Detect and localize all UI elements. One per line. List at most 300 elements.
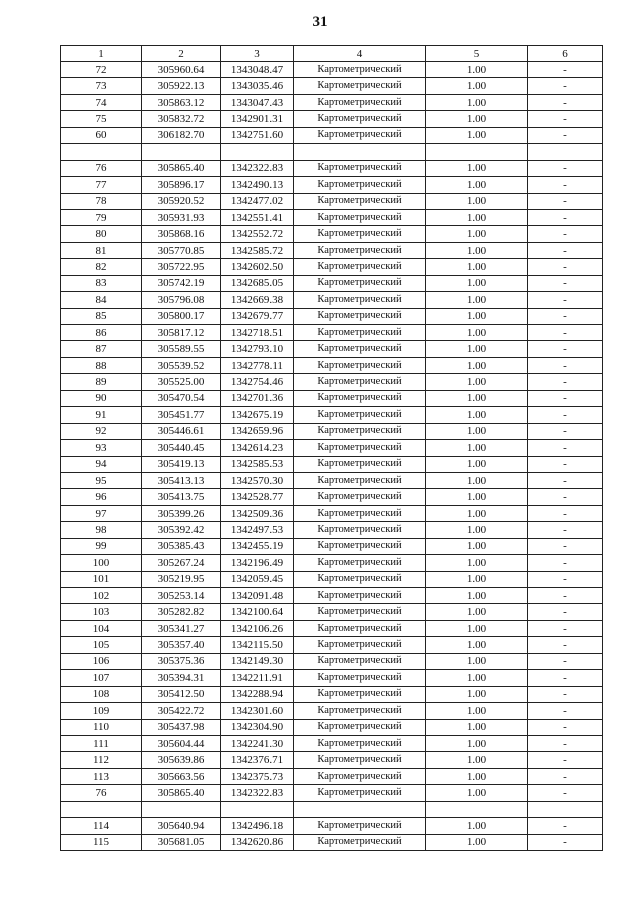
y-coordinate-cell: 1342490.13 bbox=[221, 177, 294, 193]
x-coordinate-cell: 305770.85 bbox=[142, 242, 221, 258]
y-coordinate-cell: 1342115.50 bbox=[221, 637, 294, 653]
accuracy-cell: 1.00 bbox=[426, 341, 528, 357]
point-number-cell: 98 bbox=[61, 522, 142, 538]
y-coordinate-cell: 1342496.18 bbox=[221, 818, 294, 834]
point-number-cell: 92 bbox=[61, 423, 142, 439]
note-cell: - bbox=[528, 637, 603, 653]
note-cell: - bbox=[528, 193, 603, 209]
note-cell: - bbox=[528, 94, 603, 110]
y-coordinate-cell: 1342301.60 bbox=[221, 703, 294, 719]
table-row bbox=[61, 818, 603, 834]
accuracy-cell: 1.00 bbox=[426, 160, 528, 176]
accuracy-cell: 1.00 bbox=[426, 571, 528, 587]
accuracy-cell: 1.00 bbox=[426, 440, 528, 456]
point-number-cell: 85 bbox=[61, 308, 142, 324]
note-cell: - bbox=[528, 719, 603, 735]
y-coordinate-cell: 1342322.83 bbox=[221, 160, 294, 176]
y-coordinate-cell: 1342196.49 bbox=[221, 555, 294, 571]
method-cell: Картометрический bbox=[294, 604, 426, 620]
accuracy-cell: 1.00 bbox=[426, 242, 528, 258]
table-row bbox=[61, 703, 603, 719]
point-number-cell: 80 bbox=[61, 226, 142, 242]
note-cell: - bbox=[528, 357, 603, 373]
note-cell: - bbox=[528, 752, 603, 768]
accuracy-cell: 1.00 bbox=[426, 768, 528, 784]
point-number-cell: 78 bbox=[61, 193, 142, 209]
note-cell bbox=[528, 801, 603, 817]
method-cell: Картометрический bbox=[294, 588, 426, 604]
point-number-cell bbox=[61, 144, 142, 160]
point-number-cell: 109 bbox=[61, 703, 142, 719]
point-number-cell: 106 bbox=[61, 653, 142, 669]
column-header-4: 4 bbox=[294, 46, 426, 62]
note-cell: - bbox=[528, 259, 603, 275]
x-coordinate-cell: 305604.44 bbox=[142, 735, 221, 751]
y-coordinate-cell: 1342901.31 bbox=[221, 111, 294, 127]
x-coordinate-cell: 305413.75 bbox=[142, 489, 221, 505]
method-cell: Картометрический bbox=[294, 62, 426, 78]
x-coordinate-cell: 305470.54 bbox=[142, 390, 221, 406]
x-coordinate-cell: 305440.45 bbox=[142, 440, 221, 456]
table-row bbox=[61, 177, 603, 193]
table-row bbox=[61, 489, 603, 505]
accuracy-cell: 1.00 bbox=[426, 637, 528, 653]
table-row bbox=[61, 604, 603, 620]
point-number-cell: 77 bbox=[61, 177, 142, 193]
accuracy-cell: 1.00 bbox=[426, 423, 528, 439]
table-row bbox=[61, 637, 603, 653]
y-coordinate-cell: 1342376.71 bbox=[221, 752, 294, 768]
table-row bbox=[61, 62, 603, 78]
table-row bbox=[61, 686, 603, 702]
x-coordinate-cell: 305451.77 bbox=[142, 407, 221, 423]
note-cell: - bbox=[528, 275, 603, 291]
accuracy-cell: 1.00 bbox=[426, 620, 528, 636]
table-row bbox=[61, 472, 603, 488]
table-row bbox=[61, 111, 603, 127]
x-coordinate-cell: 305722.95 bbox=[142, 259, 221, 275]
x-coordinate-cell: 305640.94 bbox=[142, 818, 221, 834]
x-coordinate-cell: 305357.40 bbox=[142, 637, 221, 653]
note-cell: - bbox=[528, 209, 603, 225]
method-cell bbox=[294, 801, 426, 817]
table-row bbox=[61, 522, 603, 538]
column-header-5: 5 bbox=[426, 46, 528, 62]
table-row bbox=[61, 834, 603, 850]
table-row bbox=[61, 555, 603, 571]
note-cell: - bbox=[528, 522, 603, 538]
method-cell: Картометрический bbox=[294, 94, 426, 110]
table-row bbox=[61, 620, 603, 636]
point-number-cell: 72 bbox=[61, 62, 142, 78]
method-cell: Картометрический bbox=[294, 768, 426, 784]
point-number-cell: 94 bbox=[61, 456, 142, 472]
note-cell bbox=[528, 144, 603, 160]
table-header-row bbox=[61, 46, 603, 62]
point-number-cell: 86 bbox=[61, 325, 142, 341]
x-coordinate-cell: 305446.61 bbox=[142, 423, 221, 439]
table-row bbox=[61, 456, 603, 472]
point-number-cell: 102 bbox=[61, 588, 142, 604]
point-number-cell: 112 bbox=[61, 752, 142, 768]
point-number-cell: 84 bbox=[61, 292, 142, 308]
method-cell: Картометрический bbox=[294, 127, 426, 143]
method-cell: Картометрический bbox=[294, 341, 426, 357]
note-cell: - bbox=[528, 703, 603, 719]
table-row bbox=[61, 785, 603, 801]
y-coordinate-cell: 1342585.72 bbox=[221, 242, 294, 258]
y-coordinate-cell: 1342551.41 bbox=[221, 209, 294, 225]
accuracy-cell: 1.00 bbox=[426, 522, 528, 538]
table-row bbox=[61, 768, 603, 784]
note-cell: - bbox=[528, 308, 603, 324]
y-coordinate-cell bbox=[221, 144, 294, 160]
y-coordinate-cell: 1342211.91 bbox=[221, 670, 294, 686]
accuracy-cell: 1.00 bbox=[426, 209, 528, 225]
method-cell: Картометрический bbox=[294, 785, 426, 801]
x-coordinate-cell: 305589.55 bbox=[142, 341, 221, 357]
method-cell: Картометрический bbox=[294, 686, 426, 702]
method-cell: Картометрический bbox=[294, 407, 426, 423]
y-coordinate-cell: 1342106.26 bbox=[221, 620, 294, 636]
column-header-1: 1 bbox=[61, 46, 142, 62]
method-cell: Картометрический bbox=[294, 325, 426, 341]
point-number-cell: 107 bbox=[61, 670, 142, 686]
y-coordinate-cell: 1342669.38 bbox=[221, 292, 294, 308]
note-cell: - bbox=[528, 571, 603, 587]
note-cell: - bbox=[528, 538, 603, 554]
method-cell: Картометрический bbox=[294, 390, 426, 406]
accuracy-cell: 1.00 bbox=[426, 193, 528, 209]
point-number-cell: 76 bbox=[61, 785, 142, 801]
note-cell: - bbox=[528, 407, 603, 423]
table-row bbox=[61, 308, 603, 324]
point-number-cell: 96 bbox=[61, 489, 142, 505]
point-number-cell: 74 bbox=[61, 94, 142, 110]
accuracy-cell: 1.00 bbox=[426, 78, 528, 94]
point-number-cell: 111 bbox=[61, 735, 142, 751]
point-number-cell: 101 bbox=[61, 571, 142, 587]
method-cell: Картометрический bbox=[294, 78, 426, 94]
accuracy-cell: 1.00 bbox=[426, 538, 528, 554]
note-cell: - bbox=[528, 604, 603, 620]
x-coordinate-cell: 305931.93 bbox=[142, 209, 221, 225]
point-number-cell: 103 bbox=[61, 604, 142, 620]
y-coordinate-cell: 1342602.50 bbox=[221, 259, 294, 275]
method-cell: Картометрический bbox=[294, 193, 426, 209]
x-coordinate-cell: 305267.24 bbox=[142, 555, 221, 571]
method-cell: Картометрический bbox=[294, 818, 426, 834]
y-coordinate-cell: 1342793.10 bbox=[221, 341, 294, 357]
table-row bbox=[61, 94, 603, 110]
accuracy-cell: 1.00 bbox=[426, 259, 528, 275]
note-cell: - bbox=[528, 177, 603, 193]
x-coordinate-cell: 305920.52 bbox=[142, 193, 221, 209]
table-row bbox=[61, 242, 603, 258]
accuracy-cell: 1.00 bbox=[426, 275, 528, 291]
point-number-cell: 73 bbox=[61, 78, 142, 94]
accuracy-cell: 1.00 bbox=[426, 374, 528, 390]
table-row bbox=[61, 588, 603, 604]
accuracy-cell: 1.00 bbox=[426, 588, 528, 604]
table-row bbox=[61, 275, 603, 291]
point-number-cell: 87 bbox=[61, 341, 142, 357]
accuracy-cell: 1.00 bbox=[426, 505, 528, 521]
y-coordinate-cell: 1342100.64 bbox=[221, 604, 294, 620]
x-coordinate-cell: 305422.72 bbox=[142, 703, 221, 719]
table-row bbox=[61, 653, 603, 669]
note-cell: - bbox=[528, 226, 603, 242]
x-coordinate-cell: 305341.27 bbox=[142, 620, 221, 636]
table-row bbox=[61, 292, 603, 308]
column-header-3: 3 bbox=[221, 46, 294, 62]
x-coordinate-cell: 305419.13 bbox=[142, 456, 221, 472]
accuracy-cell: 1.00 bbox=[426, 357, 528, 373]
x-coordinate-cell: 305639.86 bbox=[142, 752, 221, 768]
y-coordinate-cell: 1342375.73 bbox=[221, 768, 294, 784]
method-cell: Картометрический bbox=[294, 275, 426, 291]
x-coordinate-cell: 305392.42 bbox=[142, 522, 221, 538]
accuracy-cell bbox=[426, 144, 528, 160]
note-cell: - bbox=[528, 292, 603, 308]
accuracy-cell: 1.00 bbox=[426, 308, 528, 324]
point-number-cell: 82 bbox=[61, 259, 142, 275]
note-cell: - bbox=[528, 505, 603, 521]
table-row bbox=[61, 801, 603, 817]
y-coordinate-cell: 1342059.45 bbox=[221, 571, 294, 587]
method-cell: Картометрический bbox=[294, 242, 426, 258]
y-coordinate-cell: 1342304.90 bbox=[221, 719, 294, 735]
y-coordinate-cell: 1342718.51 bbox=[221, 325, 294, 341]
y-coordinate-cell: 1342679.77 bbox=[221, 308, 294, 324]
table-row bbox=[61, 341, 603, 357]
accuracy-cell: 1.00 bbox=[426, 686, 528, 702]
y-coordinate-cell: 1342509.36 bbox=[221, 505, 294, 521]
point-number-cell: 115 bbox=[61, 834, 142, 850]
method-cell: Картометрический bbox=[294, 209, 426, 225]
table-row bbox=[61, 193, 603, 209]
accuracy-cell: 1.00 bbox=[426, 604, 528, 620]
table-body bbox=[61, 62, 603, 851]
point-number-cell: 81 bbox=[61, 242, 142, 258]
x-coordinate-cell: 305865.40 bbox=[142, 160, 221, 176]
accuracy-cell: 1.00 bbox=[426, 752, 528, 768]
x-coordinate-cell: 305437.98 bbox=[142, 719, 221, 735]
x-coordinate-cell: 305681.05 bbox=[142, 834, 221, 850]
x-coordinate-cell: 305399.26 bbox=[142, 505, 221, 521]
accuracy-cell: 1.00 bbox=[426, 489, 528, 505]
accuracy-cell: 1.00 bbox=[426, 111, 528, 127]
note-cell: - bbox=[528, 670, 603, 686]
point-number-cell: 108 bbox=[61, 686, 142, 702]
point-number-cell: 110 bbox=[61, 719, 142, 735]
x-coordinate-cell: 305253.14 bbox=[142, 588, 221, 604]
y-coordinate-cell: 1342528.77 bbox=[221, 489, 294, 505]
method-cell: Картометрический bbox=[294, 177, 426, 193]
y-coordinate-cell: 1342701.36 bbox=[221, 390, 294, 406]
accuracy-cell: 1.00 bbox=[426, 703, 528, 719]
note-cell: - bbox=[528, 472, 603, 488]
column-header-6: 6 bbox=[528, 46, 603, 62]
method-cell: Картометрический bbox=[294, 620, 426, 636]
y-coordinate-cell: 1342585.53 bbox=[221, 456, 294, 472]
method-cell: Картометрический bbox=[294, 703, 426, 719]
table-row bbox=[61, 325, 603, 341]
table-row bbox=[61, 226, 603, 242]
table-row bbox=[61, 127, 603, 143]
note-cell: - bbox=[528, 374, 603, 390]
y-coordinate-cell bbox=[221, 801, 294, 817]
x-coordinate-cell: 305539.52 bbox=[142, 357, 221, 373]
accuracy-cell: 1.00 bbox=[426, 735, 528, 751]
table-row bbox=[61, 160, 603, 176]
x-coordinate-cell: 305832.72 bbox=[142, 111, 221, 127]
x-coordinate-cell: 305800.17 bbox=[142, 308, 221, 324]
method-cell: Картометрический bbox=[294, 489, 426, 505]
note-cell: - bbox=[528, 456, 603, 472]
y-coordinate-cell: 1342241.30 bbox=[221, 735, 294, 751]
y-coordinate-cell: 1342751.60 bbox=[221, 127, 294, 143]
y-coordinate-cell: 1342620.86 bbox=[221, 834, 294, 850]
method-cell: Картометрический bbox=[294, 522, 426, 538]
table-row bbox=[61, 440, 603, 456]
table-row bbox=[61, 571, 603, 587]
y-coordinate-cell: 1343047.43 bbox=[221, 94, 294, 110]
method-cell: Картометрический bbox=[294, 571, 426, 587]
method-cell: Картометрический bbox=[294, 555, 426, 571]
table-row bbox=[61, 505, 603, 521]
point-number-cell: 95 bbox=[61, 472, 142, 488]
accuracy-cell: 1.00 bbox=[426, 407, 528, 423]
method-cell: Картометрический bbox=[294, 292, 426, 308]
point-number-cell: 105 bbox=[61, 637, 142, 653]
y-coordinate-cell: 1342497.53 bbox=[221, 522, 294, 538]
point-number-cell: 76 bbox=[61, 160, 142, 176]
method-cell: Картометрический bbox=[294, 160, 426, 176]
point-number-cell: 75 bbox=[61, 111, 142, 127]
x-coordinate-cell: 305385.43 bbox=[142, 538, 221, 554]
note-cell: - bbox=[528, 489, 603, 505]
page-number: 31 bbox=[312, 14, 328, 30]
x-coordinate-cell: 305817.12 bbox=[142, 325, 221, 341]
y-coordinate-cell: 1342570.30 bbox=[221, 472, 294, 488]
accuracy-cell: 1.00 bbox=[426, 670, 528, 686]
x-coordinate-cell: 305742.19 bbox=[142, 275, 221, 291]
point-number-cell: 79 bbox=[61, 209, 142, 225]
table-row bbox=[61, 78, 603, 94]
table-row bbox=[61, 374, 603, 390]
x-coordinate-cell: 305219.95 bbox=[142, 571, 221, 587]
note-cell: - bbox=[528, 785, 603, 801]
coordinates-table bbox=[60, 45, 603, 851]
y-coordinate-cell: 1342149.30 bbox=[221, 653, 294, 669]
table-row bbox=[61, 407, 603, 423]
table-row bbox=[61, 357, 603, 373]
y-coordinate-cell: 1342552.72 bbox=[221, 226, 294, 242]
y-coordinate-cell: 1343048.47 bbox=[221, 62, 294, 78]
table-row bbox=[61, 752, 603, 768]
accuracy-cell: 1.00 bbox=[426, 226, 528, 242]
note-cell: - bbox=[528, 686, 603, 702]
y-coordinate-cell: 1342614.23 bbox=[221, 440, 294, 456]
accuracy-cell: 1.00 bbox=[426, 719, 528, 735]
accuracy-cell: 1.00 bbox=[426, 653, 528, 669]
accuracy-cell: 1.00 bbox=[426, 94, 528, 110]
note-cell: - bbox=[528, 160, 603, 176]
method-cell: Картометрический bbox=[294, 308, 426, 324]
column-header-2: 2 bbox=[142, 46, 221, 62]
point-number-cell: 89 bbox=[61, 374, 142, 390]
note-cell: - bbox=[528, 62, 603, 78]
x-coordinate-cell: 305922.13 bbox=[142, 78, 221, 94]
table-row bbox=[61, 209, 603, 225]
method-cell: Картометрический bbox=[294, 505, 426, 521]
x-coordinate-cell: 305282.82 bbox=[142, 604, 221, 620]
method-cell bbox=[294, 144, 426, 160]
point-number-cell: 93 bbox=[61, 440, 142, 456]
table-row bbox=[61, 390, 603, 406]
point-number-cell: 88 bbox=[61, 357, 142, 373]
y-coordinate-cell: 1342685.05 bbox=[221, 275, 294, 291]
note-cell: - bbox=[528, 834, 603, 850]
y-coordinate-cell: 1342288.94 bbox=[221, 686, 294, 702]
x-coordinate-cell: 305960.64 bbox=[142, 62, 221, 78]
y-coordinate-cell: 1342675.19 bbox=[221, 407, 294, 423]
x-coordinate-cell: 306182.70 bbox=[142, 127, 221, 143]
x-coordinate-cell: 305796.08 bbox=[142, 292, 221, 308]
note-cell: - bbox=[528, 423, 603, 439]
note-cell: - bbox=[528, 653, 603, 669]
method-cell: Картометрический bbox=[294, 670, 426, 686]
method-cell: Картометрический bbox=[294, 226, 426, 242]
x-coordinate-cell: 305896.17 bbox=[142, 177, 221, 193]
method-cell: Картометрический bbox=[294, 456, 426, 472]
method-cell: Картометрический bbox=[294, 111, 426, 127]
note-cell: - bbox=[528, 390, 603, 406]
table-row bbox=[61, 670, 603, 686]
accuracy-cell bbox=[426, 801, 528, 817]
point-number-cell: 83 bbox=[61, 275, 142, 291]
y-coordinate-cell: 1342322.83 bbox=[221, 785, 294, 801]
note-cell: - bbox=[528, 78, 603, 94]
note-cell: - bbox=[528, 620, 603, 636]
note-cell: - bbox=[528, 111, 603, 127]
point-number-cell: 104 bbox=[61, 620, 142, 636]
accuracy-cell: 1.00 bbox=[426, 292, 528, 308]
x-coordinate-cell: 305394.31 bbox=[142, 670, 221, 686]
method-cell: Картометрический bbox=[294, 834, 426, 850]
accuracy-cell: 1.00 bbox=[426, 472, 528, 488]
y-coordinate-cell: 1342091.48 bbox=[221, 588, 294, 604]
x-coordinate-cell: 305863.12 bbox=[142, 94, 221, 110]
point-number-cell: 100 bbox=[61, 555, 142, 571]
x-coordinate-cell: 305375.36 bbox=[142, 653, 221, 669]
method-cell: Картометрический bbox=[294, 538, 426, 554]
method-cell: Картометрический bbox=[294, 259, 426, 275]
note-cell: - bbox=[528, 242, 603, 258]
method-cell: Картометрический bbox=[294, 374, 426, 390]
x-coordinate-cell bbox=[142, 801, 221, 817]
method-cell: Картометрический bbox=[294, 752, 426, 768]
accuracy-cell: 1.00 bbox=[426, 834, 528, 850]
point-number-cell: 90 bbox=[61, 390, 142, 406]
method-cell: Картометрический bbox=[294, 357, 426, 373]
accuracy-cell: 1.00 bbox=[426, 555, 528, 571]
x-coordinate-cell: 305868.16 bbox=[142, 226, 221, 242]
method-cell: Картометрический bbox=[294, 653, 426, 669]
note-cell: - bbox=[528, 588, 603, 604]
x-coordinate-cell bbox=[142, 144, 221, 160]
